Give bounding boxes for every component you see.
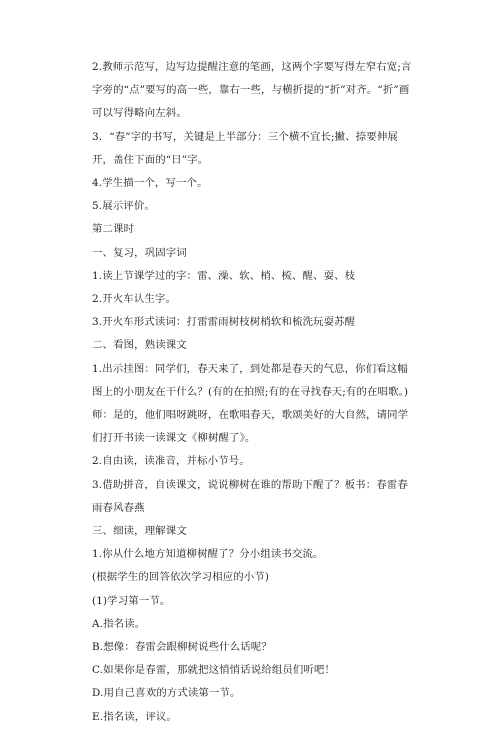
section-heading-close-reading: 三、细读，理解课文 <box>92 525 187 538</box>
paragraph-first-section: (1)学习第一节。 <box>92 594 171 607</box>
paragraph-picture-3: 3.借助拼音，自读课文，说说柳树在谁的帮助下醒了？板书：春雷春雨春风春燕 <box>92 478 408 514</box>
section-heading-review: 一、复习，巩固字词 <box>92 246 187 259</box>
paragraph-step-3: 3．“春”字的书写，关键是上半部分：三个横不宜长;撇、捺要伸展开，盖住下面的“日”字。 <box>92 130 398 166</box>
paragraph-review-1: 1.读上节课学过的字：雷、澡、软、梢、梳、醒、耍、枝 <box>92 269 356 282</box>
section-heading-second-lesson: 第二课时 <box>92 223 135 236</box>
paragraph-picture-2: 2.自由读，读准音，并标小节号。 <box>92 455 250 468</box>
paragraph-review-2: 2.开火车认生字。 <box>92 293 176 306</box>
paragraph-close-1: 1.你从什么地方知道柳树醒了？分小组读书交流。 <box>92 548 324 561</box>
paragraph-picture-1: 1.出示挂图：同学们，春天来了，到处都是春天的气息，你们看这幅图上的小朋友在干什么？(有的在拍照;有的在寻找春天;有的在唱歌。) <box>92 362 409 398</box>
paragraph-step-2: 2.教师示范写，边写边提醒注意的笔画，这两个字要写得左窄右宽;言字旁的“点”要写的高一些，靠右一些，与横折提的“折”对齐。“折”画可以写得略向左斜。 <box>92 61 412 120</box>
paragraph-review-3: 3.开火车形式读词：打雷雷雨树枝树梢软和梳洗玩耍苏醒 <box>92 316 356 329</box>
paragraph-step-4: 4.学生描一个，写一个。 <box>92 177 208 190</box>
paragraph-item-b: B.想像：春雷会跟柳树说些什么话呢？ <box>92 641 272 654</box>
document-body <box>92 56 417 729</box>
paragraph-item-a: A.指名读。 <box>92 617 146 630</box>
paragraph-close-note: (根据学生的回答依次学习相应的小节) <box>92 571 270 584</box>
paragraph-teacher-remark: 师：是的，他们唱呀跳呀，在歌唱春天，歌颂美好的大自然，请同学们打开书读一读课文《柳树醒了》。 <box>92 409 409 445</box>
paragraph-step-5: 5.展示评价。 <box>92 200 155 213</box>
paragraph-item-c: C.如果你是春雷，那就把这悄悄话说给组员们听吧！ <box>92 664 336 677</box>
paragraph-item-e: E.指名读，评议。 <box>92 710 177 723</box>
section-heading-picture-reading: 二、看图，熟读课文 <box>92 339 187 352</box>
paragraph-item-d: D.用自己喜欢的方式读第一节。 <box>92 687 241 700</box>
